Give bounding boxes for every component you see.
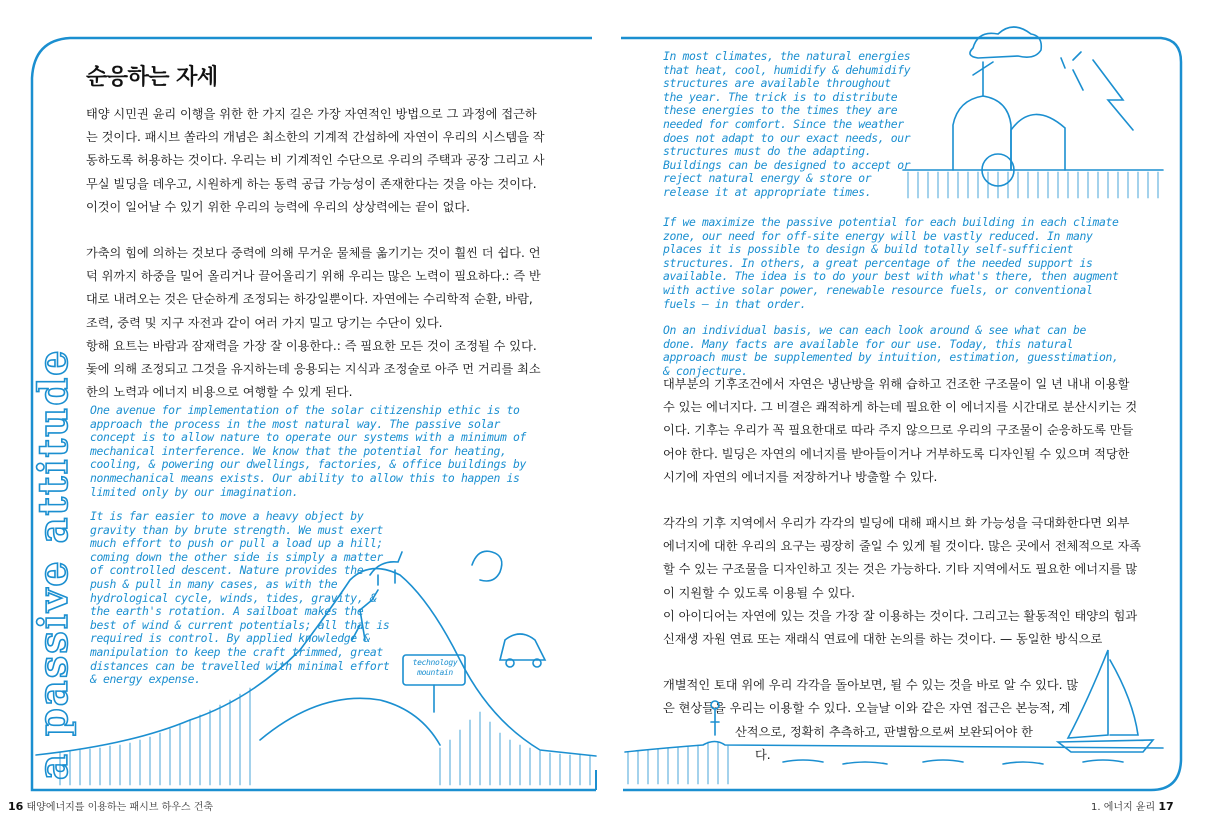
left-handwritten-text-1: [90, 404, 536, 499]
left-korean-text: [86, 103, 548, 404]
vertical-section-title: a passive attitude: [30, 348, 77, 780]
right-running-title: 1. 에너지 윤리: [1091, 802, 1156, 813]
left-paragraph-2: 가축의 힘에 의하는 것보다 중력에 의해 무거운 물체를 옮기기는 것이 훨씬 더 쉽다. 언덕 위까지 하중을 밀어 올리거나 끌어올리기 위해 우리는 많은 노력이 필요하다.: 즉 반대로 내려오는 것은 단순하게 조정되는 하강일뿐이다. 자연에는 수리학적 순환, 바람, 조력, 중력 및 지구 자전과 같이 여러 가지 밀고 당기는 수단이 있다.: [86, 246, 541, 330]
right-page: [603, 0, 1206, 825]
right-footer: [1091, 798, 1174, 813]
right-paragraph-4-cont: 산적으로, 정확히 추측하고, 판별함으로써 보완되어야 한: [735, 724, 1033, 739]
right-paragraph-1: 대부분의 기후조건에서 자연은 냉난방을 위해 습하고 건조한 구조물이 일 년 내내 이용할 수 있는 에너지다. 그 비결은 쾌적하게 하는데 필요한 이 에너지를 시간대로 분산시키는 것이다. 기후는 우리가 꼭 필요한대로 따라 주지 않으므로 우리의 구조물이 순응하도록 만들어야 한다. 빌딩은 자연의 에너지를 받아들이거나 거부하도록 디자인될 수 있으며 적당한 시기에 자연의 에너지를 저장하거나 방출할 수 있다.: [663, 377, 1138, 484]
technology-mountain-sign: technology mountain: [412, 658, 458, 677]
left-paragraph-3: 항해 요트는 바람과 잠재력을 가장 잘 이용한다.: 즉 필요한 모든 것이 조정될 수 있다. 돛에 의해 조정되고 그것을 유지하는데 응용되는 지식과 조정술로 아주 먼 거리를 최소한의 노력과 에너지 비용으로 여행할 수 있게 된다.: [86, 338, 541, 400]
left-hand-paragraph-1: One avenue for implementation of the solar citizenship ethic is to approach the process in the most natural way. The passive solar concept is to allow nature to operate our systems with a minimum of mechanical interference. We know that the potential for heating, cooling, & powering our dwellings, factories, & office buildings by nonmechanical means exists. Our ability to allow this to happen is limited only by our imagination.: [90, 403, 527, 499]
left-page-number: 16: [8, 800, 24, 813]
right-hand-paragraph-1: In most climates, the natural energies that heat, cool, humidify & dehumidify structures are available throughout the year. The trick is to distribute these energies to the times they are needed for comfort. Since the weather does not adapt to our exact needs, our structures must do the adapting. Buildings can be designed to accept or reject natural energy & store or release it at appropriate times.: [663, 49, 911, 199]
left-handwritten-text-2: [90, 510, 390, 687]
right-hand-paragraph-2: If we maximize the passive potential for each building in each climate zone, our need for off-site energy will be vastly reduced. In many places it is possible to design & build totally self-sufficient structures. In others, a great percentage of the needed support is available. The idea is to do your best with what's there, then augment with active solar power, renewable resource fuels, or conventional fuels — in that order.: [663, 215, 1119, 311]
right-handwritten-text-1: [663, 50, 911, 200]
page-title: 순응하는 자세: [86, 65, 218, 90]
right-page-number: 17: [1158, 800, 1174, 813]
left-hand-paragraph-2: It is far easier to move a heavy object by gravity than by brute strength. We must exert much effort to push or pull a load up a hill; coming down the other side is simply a matter of controlled descent. Nature provides the push & pull in many cases, as with the hydrological cycle, winds, tides, gravity, & the earth's rotation. A sailboat makes the best of wind & current potentials; all that is required is control. By applied knowledge & manipulation to keep the craft trimmed, great distances can be travelled with minimal effort & energy expense.: [90, 509, 390, 687]
right-paragraph-4-end: 다.: [755, 747, 771, 762]
right-paragraph-4: 개별적인 토대 위에 우리 각각을 돌아보면, 될 수 있는 것을 바로 알 수 있다. 많은 현상들을 우리는 이용할 수 있다. 오늘날 이와 같은 자연 접근은 본능적, 계: [663, 678, 1079, 716]
right-hand-paragraph-3: On an individual basis, we can each look around & see what can be done. Many facts are available for our use. Today, this natural approach must be supplemented by intuition, estimation, guesstimation, & conjecture.: [663, 323, 1119, 378]
right-korean-text: [663, 373, 1145, 767]
left-paragraph-1: 태양 시민권 윤리 이행을 위한 한 가지 길은 가장 자연적인 방법으로 그 과정에 접근하는 것이다. 패시브 쏠라의 개념은 최소한의 기계적 간섭하에 자연이 우리의 시스템을 작동하도록 허용하는 것이다. 우리는 비 기계적인 수단으로 우리의 주택과 공장 그리고 사무실 빌딩을 데우고, 시원하게 하는 동력 공급 가능성이 존재한다는 것을 아는 것이다. 이것이 일어날 수 있기 위한 우리의 능력에 우리의 상상력에는 끝이 없다.: [86, 107, 545, 214]
left-running-title: 태양에너지를 이용하는 패시브 하우스 건축: [26, 802, 214, 813]
right-paragraph-3: 이 아이디어는 자연에 있는 것을 가장 잘 이용하는 것이다. 그리고는 활동적인 태양의 힘과 신재생 자원 연료 또는 재래식 연료에 대한 논의를 하는 것이다. — 동일한 방식으로: [663, 608, 1138, 647]
left-footer: [8, 798, 213, 813]
right-handwritten-text-2: [663, 216, 1123, 379]
right-paragraph-2: 각각의 기후 지역에서 우리가 각각의 빌딩에 대해 패시브 화 가능성을 극대화한다면 외부 에너지에 대한 우리의 요구는 굉장히 줄일 수 있게 될 것이다. 많은 곳에서 전체적으로 자족할 수 있는 구조물을 디자인하고 짓는 것은 가능하다. 기타 지역에서도 필요한 에너지를 많이 지원할 수 있도록 이용될 수 있다.: [663, 516, 1142, 600]
